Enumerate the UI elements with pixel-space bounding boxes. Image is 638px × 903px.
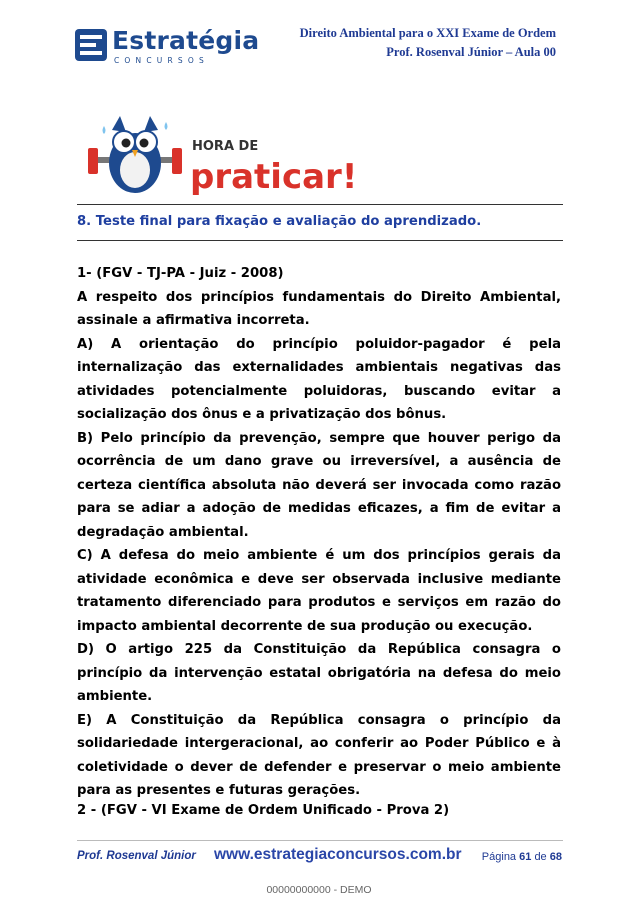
footer-website-link[interactable]: www.estrategiaconcursos.com.br	[214, 846, 462, 863]
page-label: Página	[481, 851, 517, 863]
option-c: C) A defesa do meio ambiente é um dos princípios gerais da atividade econômica e deve ser observada inclusive mediante tratamento diferenciado para produtos e serviços em razão do impacto ambiental decorrente de sua produção ou execução.	[77, 548, 561, 634]
footer-rule	[77, 840, 563, 841]
current-page: 61	[519, 851, 532, 863]
page-header	[300, 24, 556, 62]
header-course: Direito Ambiental para o XXI Exame de Ordem	[299, 26, 556, 40]
option-a: A) A orientação do princípio poluidor-pagador é pela internalização das externalidades ambientais negativas das atividades potencialmente poluidoras, buscando evitar a socialização dos ônus e a privatização dos bônus.	[77, 336, 561, 422]
question-1-heading: 1- (FGV - TJ-PA - Juiz - 2008)	[77, 266, 284, 281]
total-pages: 68	[549, 851, 562, 863]
logo-badge-icon	[74, 28, 108, 62]
section-top-rule	[77, 204, 563, 205]
question-2-heading: 2 - (FGV - VI Exame de Ordem Unificado - Prova 2)	[77, 803, 450, 818]
hora-de-praticar-banner	[82, 108, 358, 200]
estrategia-logo	[74, 26, 260, 70]
footer-author: Prof. Rosenval Júnior	[77, 850, 196, 862]
of-label: de	[534, 851, 547, 863]
banner-line1: HORA DE	[192, 139, 259, 154]
demo-watermark: 00000000000 - DEMO	[266, 884, 372, 896]
footer-page-number	[482, 851, 562, 863]
option-d: D) O artigo 225 da Constituição da República consagra o princípio da intervenção estatal obrigatória na defesa do meio ambiente.	[77, 642, 561, 704]
option-b: B) Pelo princípio da prevenção, sempre que houver perigo da ocorrência de um dano grave ou irreversível, a ausência de certeza científica absoluta não deverá ser invocada como razão para se adiar a adoção de medidas eficazes, a fim de evitar a degradação ambiental.	[77, 430, 561, 540]
logo-subtitle: CONCURSOS	[114, 56, 209, 65]
owl-mascot-icon	[88, 116, 182, 193]
option-e: E) A Constituição da República consagra o princípio da solidariedade intergeracional, ao conferir ao Poder Público e à coletividade o dever de defender e preservar o meio ambiente para as presentes e futuras gerações.	[77, 712, 561, 798]
header-professor: Prof. Rosenval Júnior – Aula 00	[386, 45, 556, 59]
question-1-stem: A respeito dos princípios fundamentais do Direito Ambiental, assinale a afirmativa incorreta.	[77, 289, 561, 328]
banner-line2: praticar!	[190, 157, 358, 197]
section-bottom-rule	[77, 240, 563, 241]
logo-wordmark: Estratégia	[112, 26, 260, 55]
section-title: 8. Teste final para fixação e avaliação do aprendizado.	[77, 214, 482, 229]
question-1	[77, 262, 561, 803]
